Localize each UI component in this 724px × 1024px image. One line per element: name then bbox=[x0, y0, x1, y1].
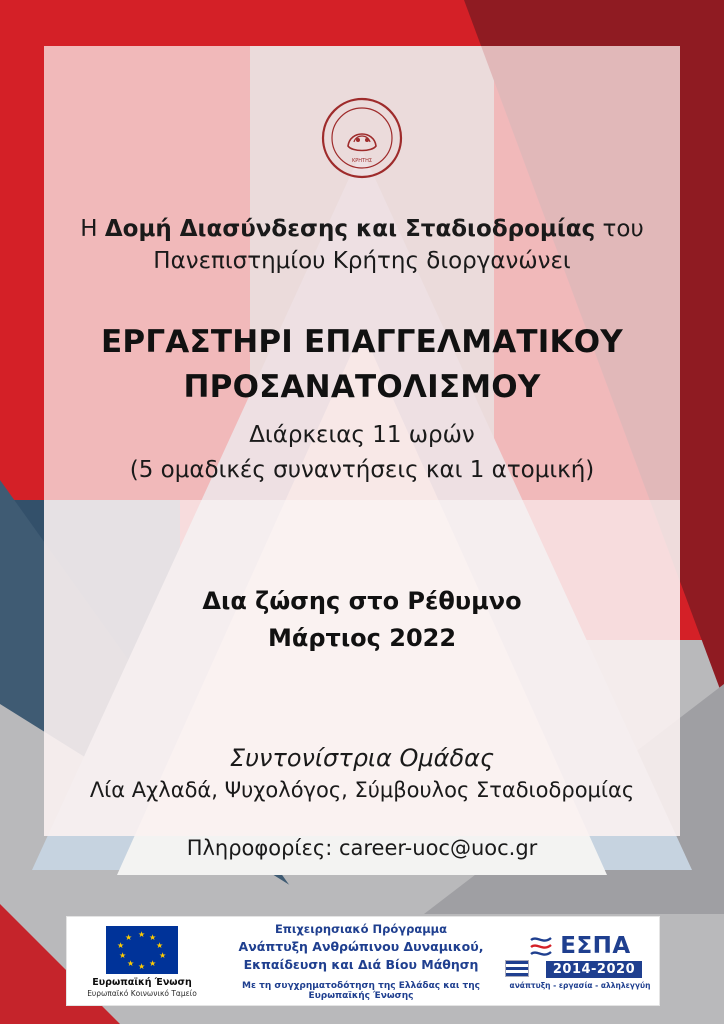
espa-years: 2014-2020 bbox=[546, 961, 642, 978]
poster-title-line-2: ΠΡΟΣΑΝΑΤΟΛΙΣΜΟΥ bbox=[183, 369, 541, 406]
programme-line-3: Εκπαίδευση και Διά Βίου Μάθηση bbox=[243, 956, 479, 972]
espa-motto: ανάπτυξη - εργασία - αλληλεγγύη bbox=[509, 980, 651, 990]
programme-line-1: Επιχειρησιακό Πρόγραμμα bbox=[274, 922, 448, 937]
poster-content bbox=[44, 46, 680, 860]
duration-detail: (5 ομαδικές συναντήσεις και 1 ατομική) bbox=[129, 456, 595, 483]
programme-cofunding-note: Με τη συγχρηματοδότηση της Ελλάδας και της Ευρωπαϊκής Ένωσης bbox=[242, 980, 480, 1001]
espa-footer bbox=[66, 916, 660, 1006]
organizer-line-1 bbox=[44, 214, 680, 245]
contact-info: Πληροφορίες: career-uoc@uoc.gr bbox=[186, 835, 538, 860]
duration-text: Διάρκειας 11 ωρών bbox=[249, 422, 475, 449]
eu-title: Ευρωπαϊκή Ένωση bbox=[92, 977, 192, 988]
event-place: Δια ζώσης στο Ρέθυμνο bbox=[202, 587, 522, 616]
espa-wordmark: ΕΣΠΑ bbox=[560, 932, 631, 959]
espa-wave-icon bbox=[529, 933, 555, 959]
programme-block bbox=[217, 921, 505, 1001]
event-date: Μάρτιος 2022 bbox=[267, 624, 457, 653]
espa-block bbox=[505, 933, 659, 990]
programme-line-2: Ανάπτυξη Ανθρώπινου Δυναμικού, bbox=[238, 938, 484, 954]
coordinator-name: Λία Αχλαδά, Ψυχολόγος, Σύμβουλος Σταδιοδρομίας bbox=[89, 777, 635, 802]
organizer-bold: Δομή Διασύνδεσης και Σταδιοδρομίας bbox=[104, 216, 596, 242]
espa-wordmark-row bbox=[505, 933, 655, 959]
coordinator-label: Συντονίστρια Ομάδας bbox=[229, 743, 495, 772]
organizer-suffix: του bbox=[595, 216, 644, 242]
greek-flag-icon bbox=[505, 960, 529, 977]
event-place-date bbox=[44, 583, 680, 657]
poster-title bbox=[44, 320, 680, 410]
eu-flag-icon: ★ ★ ★ ★ ★ ★ ★ ★ ★ ★ bbox=[106, 926, 178, 974]
university-seal-icon bbox=[320, 96, 404, 180]
organizer-prefix: Η bbox=[80, 216, 105, 242]
organizer-line-2: Πανεπιστημίου Κρήτης διοργανώνει bbox=[153, 248, 571, 275]
eu-block bbox=[67, 924, 217, 998]
eu-subtitle: Ευρωπαϊκό Κοινωνικό Ταμείο bbox=[87, 989, 197, 998]
poster-title-line-1: ΕΡΓΑΣΤΗΡΙ ΕΠΑΓΓΕΛΜΑΤΙΚΟΥ bbox=[101, 324, 623, 361]
svg-text:ΚΡΗΤΗΣ: ΚΡΗΤΗΣ bbox=[351, 158, 373, 164]
